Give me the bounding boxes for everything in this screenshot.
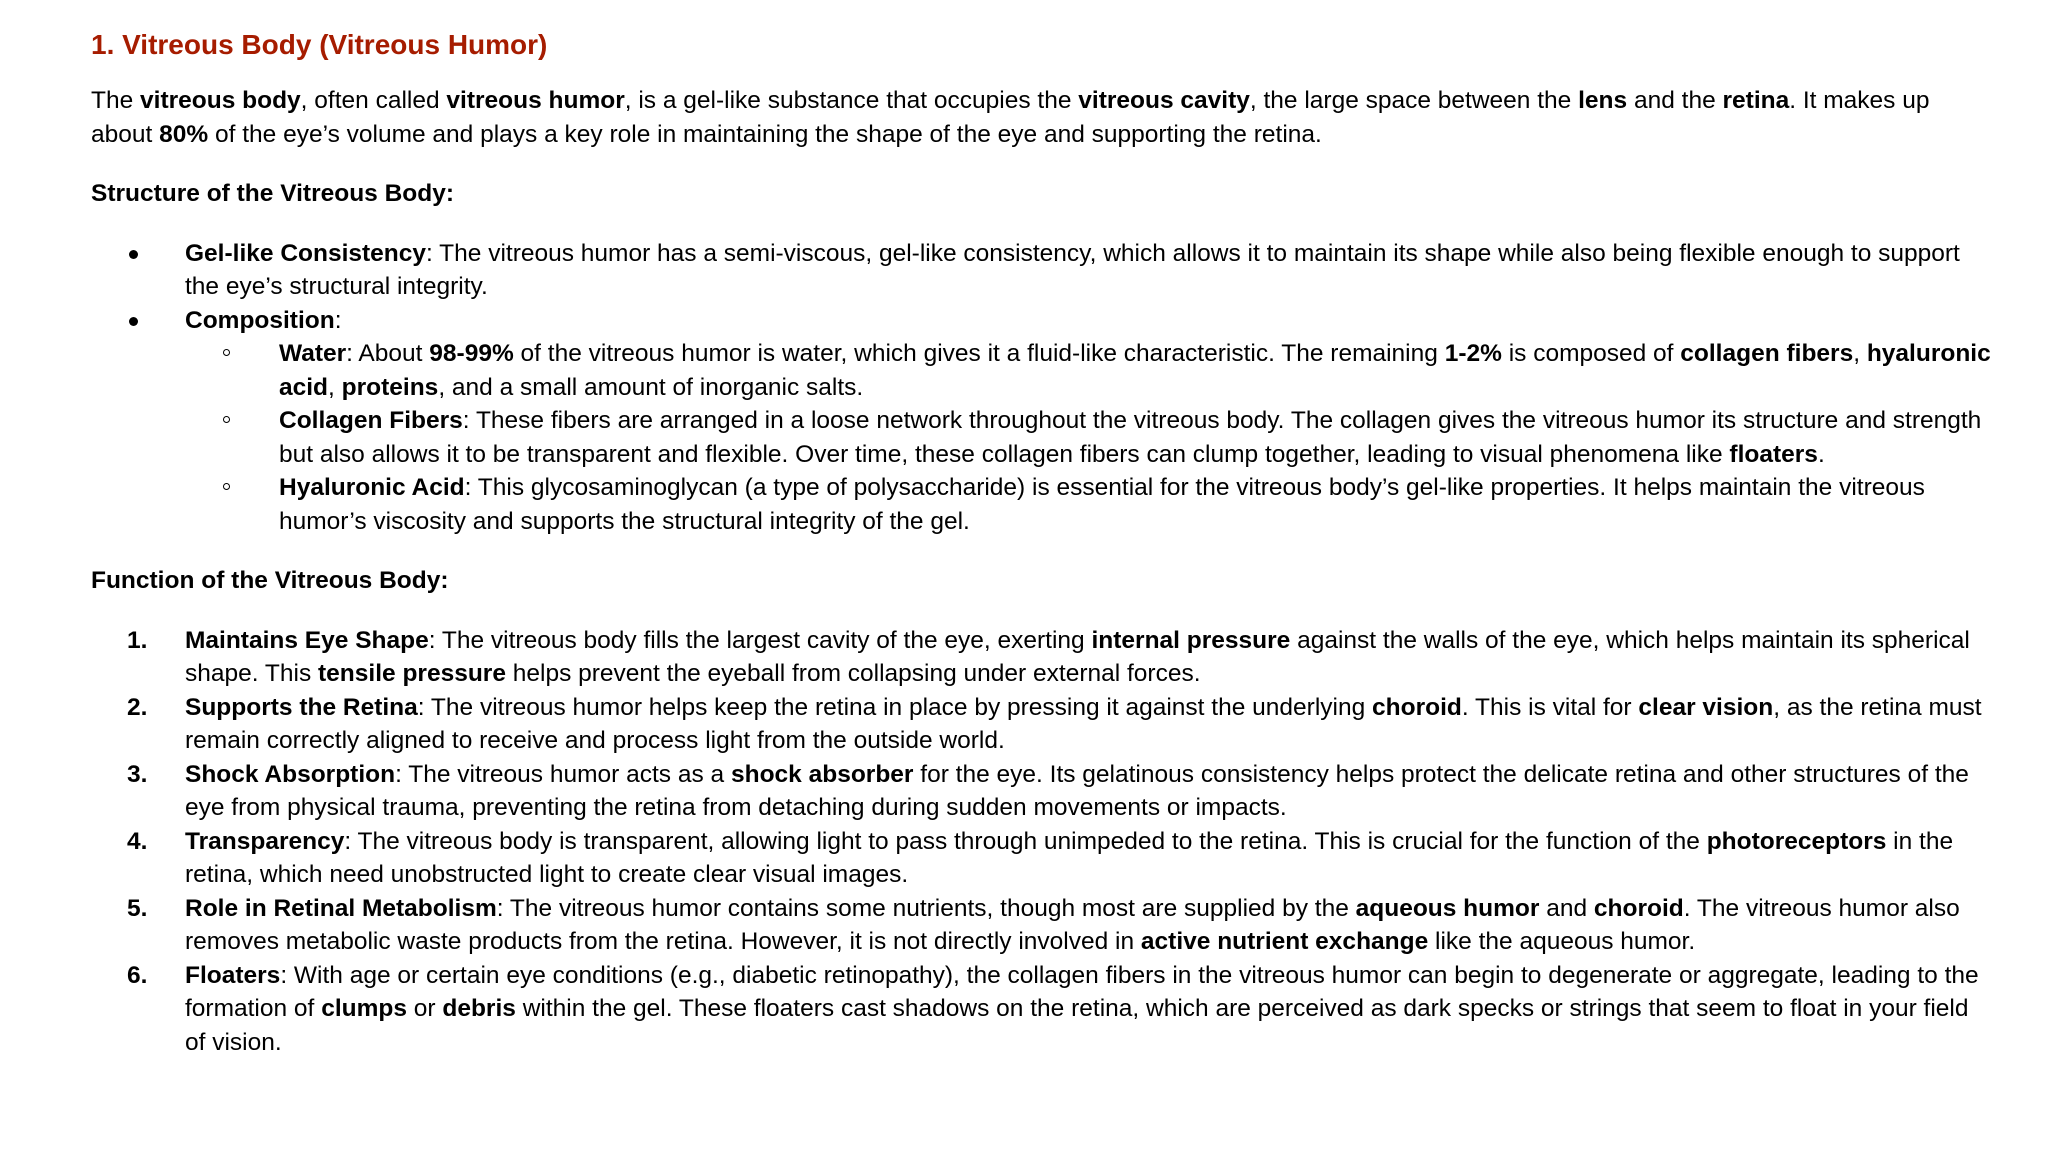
bold-text-run: Maintains Eye Shape xyxy=(185,626,429,654)
text-run: , often called xyxy=(300,87,447,114)
text-run: in the retina, which need unobstructed light to create clear visual images. xyxy=(185,827,1954,888)
text-run: for the eye. Its gelatinous consistency helps protect the delicate retina and other structures of the eye from physical trauma, preventing the retina from detaching during sudden movements or impacts. xyxy=(185,760,1969,821)
hollow-bullet-icon xyxy=(223,483,230,490)
bold-text-run: Shock Absorption xyxy=(185,760,396,788)
text-run: : About xyxy=(346,340,430,367)
hollow-bullet-icon xyxy=(223,349,230,356)
function-item xyxy=(91,825,1991,892)
bold-text-run: 1-2% xyxy=(1444,340,1502,367)
composition-item-water xyxy=(185,337,1991,404)
bold-text-run: vitreous humor xyxy=(446,87,625,114)
bold-text-run: lens xyxy=(1578,87,1628,114)
bullet-icon xyxy=(129,250,138,259)
function-item xyxy=(91,624,1991,691)
function-item-text xyxy=(185,627,1970,688)
text-run: : These fibers are arranged in a loose network throughout the vitreous body. The collagen gives the vitreous humor its structure and strength but also allows it to be transparent and flexible. Over time, these collagen fibers can clump together, leading to visual phenomena like xyxy=(279,407,1982,468)
structure-heading: Structure of the Vitreous Body: xyxy=(91,180,455,207)
bold-text-run: clear vision xyxy=(1638,693,1774,721)
function-heading: Function of the Vitreous Body: xyxy=(91,567,449,594)
bold-text-run: tensile pressure xyxy=(318,660,506,687)
list-number: 5. xyxy=(127,894,148,922)
bold-text-run: internal pressure xyxy=(1091,626,1291,654)
text-run: helps prevent the eyeball from collapsing under external forces. xyxy=(505,660,1201,687)
text-run: of the vitreous humor is water, which gives it a fluid-like characteristic. The remaining xyxy=(513,340,1445,367)
bold-text-run: proteins xyxy=(341,373,439,401)
text-run: : The vitreous humor contains some nutrients, though most are supplied by the xyxy=(496,894,1356,922)
text-run: like the aqueous humor. xyxy=(1428,928,1696,955)
text-run: . The vitreous humor also removes metabolic waste products from the retina. However, it is not directly involved in xyxy=(185,894,1960,955)
text-run: within the gel. These floaters cast shadows on the retina, which are perceived as dark specks or strings that seem to float in your field of vision. xyxy=(185,995,1969,1056)
bold-text-run: 80% xyxy=(159,120,209,148)
bold-text-run: Collagen Fibers xyxy=(279,407,463,434)
composition-list xyxy=(185,337,1991,538)
bold-text-run: Floaters xyxy=(185,961,281,989)
composition-item-text xyxy=(279,340,1991,401)
structure-item-gel-like-consistency xyxy=(91,237,1991,304)
text-run: and the xyxy=(1627,87,1723,114)
bold-text-run: photoreceptors xyxy=(1706,827,1887,855)
bold-text-run: vitreous body xyxy=(140,87,301,114)
function-item xyxy=(91,959,1991,1060)
function-item-text xyxy=(185,828,1953,889)
function-item xyxy=(91,892,1991,959)
function-item-text xyxy=(185,761,1969,822)
function-item xyxy=(91,758,1991,825)
text-run: . It makes up about xyxy=(91,87,1930,148)
composition-item-text xyxy=(279,474,1925,535)
text-run: The xyxy=(91,87,141,114)
text-run: : The vitreous body is transparent, allowing light to pass through unimpeded to the retina. This is crucial for the function of the xyxy=(344,827,1707,855)
bold-text-run: Supports the Retina xyxy=(185,693,418,721)
function-item-text xyxy=(185,962,1979,1056)
list-number: 6. xyxy=(127,961,148,989)
text-run: : With age or certain eye conditions (e.g., diabetic retinopathy), the collagen fibers in the vitreous humor can begin to degenerate or aggregate, leading to the formation of xyxy=(185,961,1979,1022)
list-number: 3. xyxy=(127,760,148,788)
bold-text-run: hyaluronic acid xyxy=(279,340,1991,401)
structure-list xyxy=(91,237,1991,539)
function-item-text xyxy=(185,694,1982,755)
bold-text-run: collagen fibers xyxy=(1680,340,1854,367)
text-run: , xyxy=(328,373,342,401)
bold-text-run: Gel-like Consistency xyxy=(185,239,427,267)
text-run: and xyxy=(1539,894,1594,922)
document-body xyxy=(91,24,1991,1059)
text-run: , xyxy=(1853,340,1867,367)
composition-item-hyaluronic-acid xyxy=(185,471,1991,538)
bold-text-run: Water xyxy=(279,340,347,367)
bold-text-run: aqueous humor xyxy=(1355,894,1540,922)
bold-text-run: retina xyxy=(1722,87,1790,114)
section-heading: 1. Vitreous Body (Vitreous Humor) xyxy=(91,29,548,60)
text-run: of the eye’s volume and plays a key role in maintaining the shape of the eye and supporting the retina. xyxy=(208,120,1322,148)
composition-item-collagen-fibers xyxy=(185,404,1991,471)
text-run: : The vitreous body fills the largest cavity of the eye, exerting xyxy=(428,626,1092,654)
bold-text-run: clumps xyxy=(321,995,407,1022)
bold-text-run: 98-99% xyxy=(429,340,514,367)
bold-text-run: debris xyxy=(442,995,516,1022)
text-run: against the walls of the eye, which helps maintain its spherical shape. This xyxy=(185,626,1970,687)
bold-text-run: choroid xyxy=(1372,693,1462,721)
text-run: : xyxy=(334,306,342,334)
function-item xyxy=(91,691,1991,758)
structure-item-text xyxy=(185,240,1960,301)
text-run: . xyxy=(1817,440,1825,468)
structure-item-text xyxy=(185,307,342,334)
composition-item-text xyxy=(279,407,1981,468)
text-run: or xyxy=(406,995,443,1022)
bold-text-run: Hyaluronic Acid xyxy=(279,474,465,501)
bold-text-run: vitreous cavity xyxy=(1078,87,1250,114)
bold-text-run: floaters xyxy=(1729,440,1818,468)
list-number: 2. xyxy=(127,693,148,721)
text-run: , is a gel-like substance that occupies the xyxy=(624,87,1079,114)
bold-text-run: Composition xyxy=(185,306,335,334)
text-run: : The vitreous humor has a semi-viscous, gel-like consistency, which allows it to maintain its shape while also being flexible enough to support the eye’s structural integrity. xyxy=(185,239,1960,300)
text-run: , and a small amount of inorganic salts. xyxy=(438,373,864,401)
text-run: : The vitreous humor helps keep the retina in place by pressing it against the underlying xyxy=(417,693,1373,721)
text-run: . This is vital for xyxy=(1461,693,1639,721)
bold-text-run: active nutrient exchange xyxy=(1140,928,1429,955)
hollow-bullet-icon xyxy=(223,416,230,423)
text-run: : This glycosaminoglycan (a type of polysaccharide) is essential for the vitreous body’s gel-like properties. It helps maintain the vitreous humor’s viscosity and supports the structural integrity of the gel. xyxy=(279,474,1925,535)
text-run: , as the retina must remain correctly aligned to receive and process light from the outside world. xyxy=(185,693,1982,754)
text-run: is composed of xyxy=(1501,340,1681,367)
text-run: : The vitreous humor acts as a xyxy=(395,760,731,788)
bullet-icon xyxy=(129,317,138,326)
bold-text-run: Role in Retinal Metabolism xyxy=(185,894,497,922)
list-number: 1. xyxy=(127,626,148,654)
function-item-text xyxy=(185,895,1960,956)
function-list xyxy=(91,624,1991,1060)
bold-text-run: Transparency xyxy=(185,827,345,855)
intro-paragraph xyxy=(91,84,1991,151)
bold-text-run: shock absorber xyxy=(730,760,914,788)
bold-text-run: choroid xyxy=(1593,894,1684,922)
structure-item-composition xyxy=(91,304,1991,539)
list-number: 4. xyxy=(127,827,148,855)
text-run: , the large space between the xyxy=(1249,87,1579,114)
